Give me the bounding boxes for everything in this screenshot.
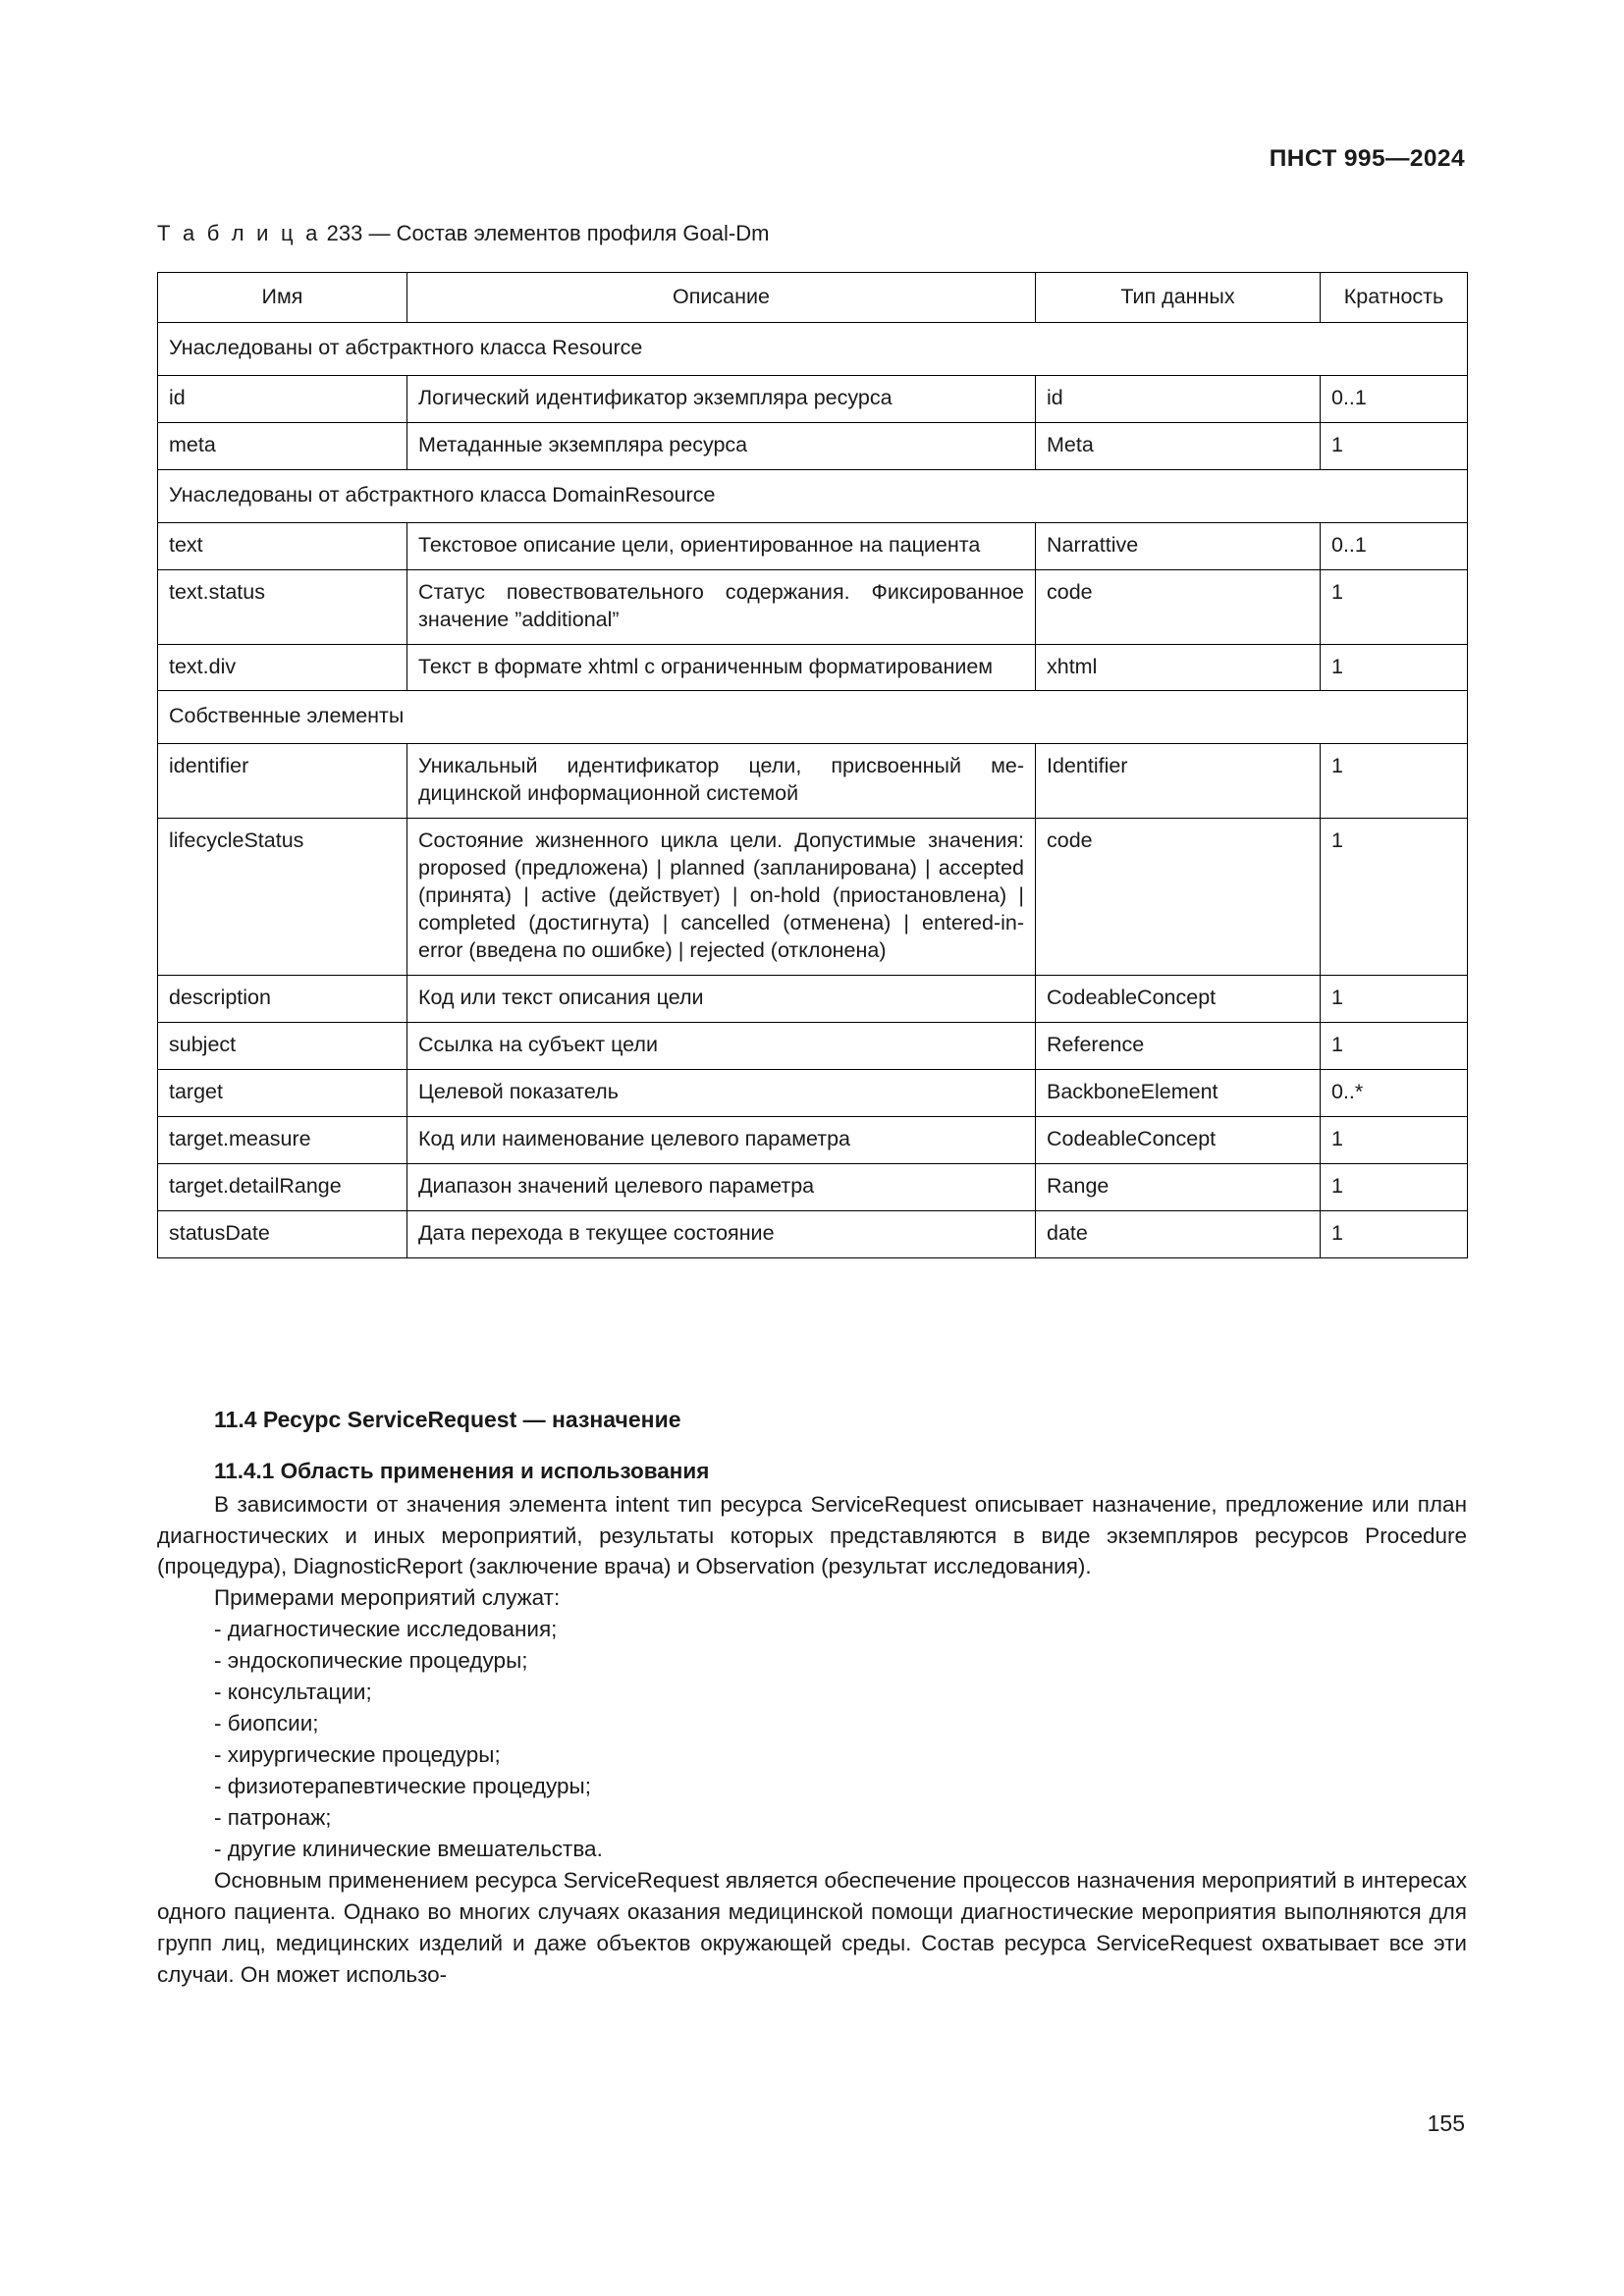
- page-number: 155: [1427, 2110, 1465, 2136]
- cell-data-type: CodeableConcept: [1036, 1116, 1321, 1163]
- cell-element-name: text.div: [158, 644, 407, 691]
- cell-element-name: meta: [158, 422, 407, 469]
- table-row: [158, 644, 1468, 691]
- table-section-label: Унаследованы от абстрактного класса DomainResource: [158, 469, 1468, 522]
- column-header-type: Тип данных: [1036, 273, 1321, 323]
- cell-element-name: target.detailRange: [158, 1163, 407, 1210]
- cell-data-type: xhtml: [1036, 644, 1321, 691]
- section-11-4: [157, 1404, 1467, 1991]
- list-item: - патронаж;: [214, 1804, 332, 1830]
- cell-cardinality: 1: [1321, 569, 1468, 644]
- cell-description: Текстовое описание цели, ориентированное на пациента: [407, 522, 1036, 569]
- cell-data-type: Range: [1036, 1163, 1321, 1210]
- cell-cardinality: 1: [1321, 644, 1468, 691]
- list-item: - хирургические процедуры;: [214, 1742, 501, 1768]
- cell-description: Логический идентификатор экземпляра ресурса: [407, 375, 1036, 422]
- cell-description: Статус повествовательного содержания. Фиксированное значение ”additional”: [407, 569, 1036, 644]
- table-body: [158, 322, 1468, 1257]
- cell-data-type: Identifier: [1036, 744, 1321, 819]
- table-row: [158, 1163, 1468, 1210]
- table-header-row: [158, 273, 1468, 323]
- list-item: - физиотерапевтические процедуры;: [214, 1774, 591, 1799]
- cell-cardinality: 1: [1321, 1163, 1468, 1210]
- list-item: - диагностические исследования;: [214, 1617, 558, 1642]
- list-item: - биопсии;: [214, 1711, 319, 1736]
- profile-elements-table: [157, 272, 1468, 1258]
- cell-cardinality: 1: [1321, 819, 1468, 976]
- cell-cardinality: 1: [1321, 975, 1468, 1022]
- cell-description: Дата перехода в текущее состояние: [407, 1210, 1036, 1257]
- list-item: - эндоскопические процедуры;: [214, 1648, 528, 1674]
- column-header-description: Описание: [407, 273, 1036, 323]
- column-header-cardinality: Кратность: [1321, 273, 1468, 323]
- table-row: [158, 522, 1468, 569]
- table-row: [158, 975, 1468, 1022]
- cell-cardinality: 0..1: [1321, 375, 1468, 422]
- cell-description: Состояние жизненного цикла цели. Допустимые значения: proposed (предложена) | planned (запланирована) | accepted (принята) | active (действует) | on-hold (приостановлена) | completed (достигнута) | cancelled (отменена) | entered-in-error (введена по ошибке) | rejected (отклонена): [407, 819, 1036, 976]
- cell-description: Текст в формате xhtml с ограниченным форматированием: [407, 644, 1036, 691]
- table-row: [158, 1116, 1468, 1163]
- cell-data-type: code: [1036, 819, 1321, 976]
- cell-data-type: Narrattive: [1036, 522, 1321, 569]
- cell-description: Уникальный идентификатор цели, присвоенный медицинской информационной системой: [407, 744, 1036, 819]
- cell-data-type: code: [1036, 569, 1321, 644]
- cell-data-type: Reference: [1036, 1022, 1321, 1069]
- list-intro-text: Примерами мероприятий служат:: [214, 1585, 561, 1611]
- cell-cardinality: 0..1: [1321, 522, 1468, 569]
- examples-list: [157, 1614, 1467, 1865]
- table-section-label: Унаследованы от абстрактного класса Resource: [158, 322, 1468, 375]
- cell-data-type: CodeableConcept: [1036, 975, 1321, 1022]
- cell-data-type: date: [1036, 1210, 1321, 1257]
- cell-description: Диапазон значений целевого параметра: [407, 1163, 1036, 1210]
- table-caption-title: Состав элементов профиля Goal-Dm: [396, 221, 770, 245]
- table-section-row: [158, 469, 1468, 522]
- column-header-name: Имя: [158, 273, 407, 323]
- cell-description: Код или текст описания цели: [407, 975, 1036, 1022]
- heading-11-4: 11.4 Ресурс ServiceRequest — назначение: [214, 1407, 681, 1432]
- cell-cardinality: 1: [1321, 1022, 1468, 1069]
- cell-description: Ссылка на субъект цели: [407, 1022, 1036, 1069]
- cell-element-name: identifier: [158, 744, 407, 819]
- cell-element-name: subject: [158, 1022, 407, 1069]
- cell-cardinality: 1: [1321, 422, 1468, 469]
- cell-element-name: id: [158, 375, 407, 422]
- cell-data-type: Meta: [1036, 422, 1321, 469]
- table-caption-number: 233: [326, 221, 363, 245]
- cell-cardinality: 1: [1321, 744, 1468, 819]
- running-header-standard-id: ПНСТ 995—2024: [1269, 145, 1465, 172]
- table-row: [158, 744, 1468, 819]
- paragraph-scope-intro: В зависимости от значения элемента intent тип ресурса ServiceRequest описывает назначение, предложение или план диагностических и иных мероприятий, результаты которых представляются в виде экземпляров ресурсов Procedure (процедура), DiagnosticReport (заключение врача) и Observation (результат исследования).: [157, 1491, 1467, 1579]
- table-row: [158, 819, 1468, 976]
- list-item: - консультации;: [214, 1680, 372, 1705]
- cell-element-name: lifecycleStatus: [158, 819, 407, 976]
- cell-cardinality: 0..*: [1321, 1069, 1468, 1116]
- table-caption-dash: —: [368, 221, 391, 245]
- table-section-label: Собственные элементы: [158, 691, 1468, 744]
- cell-description: Код или наименование целевого параметра: [407, 1116, 1036, 1163]
- table-header: [158, 273, 1468, 323]
- cell-data-type: id: [1036, 375, 1321, 422]
- heading-11-4-1: 11.4.1 Область применения и использования: [214, 1458, 710, 1483]
- table-row: [158, 1210, 1468, 1257]
- table-section-row: [158, 322, 1468, 375]
- table-row: [158, 1069, 1468, 1116]
- table-caption: [157, 221, 769, 246]
- table-row: [158, 422, 1468, 469]
- table-section-row: [158, 691, 1468, 744]
- table-row: [158, 375, 1468, 422]
- cell-description: Метаданные экземпляра ресурса: [407, 422, 1036, 469]
- table-row: [158, 569, 1468, 644]
- list-item: - другие клинические вмешательства.: [214, 1836, 603, 1861]
- cell-data-type: BackboneElement: [1036, 1069, 1321, 1116]
- paragraph-primary-use: Основным применением ресурса ServiceRequest является обеспечение процессов назначения мероприятий в интересах одного пациента. Однако во многих случаях оказания медицинской помощи диагностические мероприятия выполняются для групп лиц, медицинских изделий и даже объектов окружающей среды. Состав ресурса ServiceRequest охватывает все эти случаи. Он может использо-: [157, 1867, 1467, 1987]
- cell-element-name: text: [158, 522, 407, 569]
- table-row: [158, 1022, 1468, 1069]
- cell-cardinality: 1: [1321, 1116, 1468, 1163]
- cell-element-name: target.measure: [158, 1116, 407, 1163]
- cell-element-name: target: [158, 1069, 407, 1116]
- cell-description: Целевой показатель: [407, 1069, 1036, 1116]
- cell-element-name: description: [158, 975, 407, 1022]
- table-caption-label: Т а б л и ц а: [157, 221, 321, 245]
- cell-element-name: statusDate: [158, 1210, 407, 1257]
- cell-element-name: text.status: [158, 569, 407, 644]
- cell-cardinality: 1: [1321, 1210, 1468, 1257]
